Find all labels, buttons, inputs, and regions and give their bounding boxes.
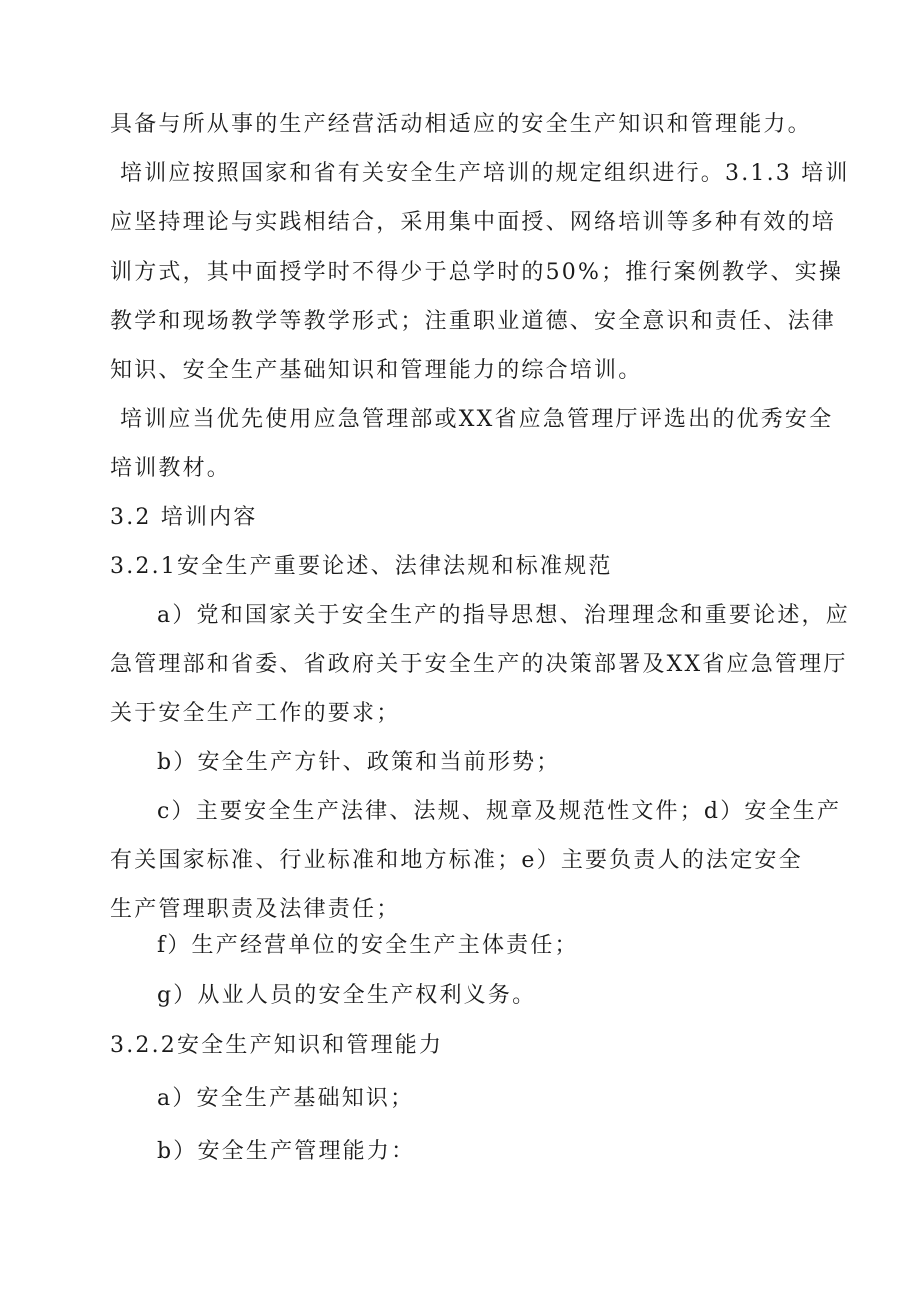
paragraph-line-1: 具备与所从事的生产经营活动相适应的安全生产知识和管理能力。: [110, 112, 812, 137]
list-item-a-cont-2: 关于安全生产工作的要求；: [110, 701, 401, 726]
paragraph-line-4: 训方式，其中面授学时不得少于总学时的50%；推行案例教学、实操: [110, 260, 844, 285]
list-item-a-cont-1: 急管理部和省委、省政府关于安全生产的决策部署及XX省应急管理厅: [110, 652, 848, 677]
paragraph-line-2: 培训应按照国家和省有关安全生产培训的规定组织进行。3.1.3 培训: [120, 161, 850, 186]
list-item-a-knowledge: a）安全生产基础知识；: [157, 1086, 415, 1111]
paragraph-line-6: 知识、安全生产基础知识和管理能力的综合培训。: [110, 358, 643, 383]
list-item-a: a）党和国家关于安全生产的指导思想、治理理念和重要论述，应: [157, 603, 850, 628]
list-item-b-management: b）安全生产管理能力：: [157, 1139, 416, 1164]
section-heading-3-2: 3.2 培训内容: [110, 505, 258, 530]
paragraph-line-3: 应坚持理论与实践相结合，采用集中面授、网络培训等多种有效的培: [110, 210, 837, 235]
list-item-c: c）主要安全生产法律、法规、规章及规范性文件；d）安全生产: [157, 799, 842, 824]
list-item-f: f）生产经营单位的安全生产主体责任；: [157, 933, 579, 958]
list-item-g: g）从业人员的安全生产权利义务。: [157, 983, 537, 1008]
section-heading-3-2-2: 3.2.2安全生产知识和管理能力: [110, 1033, 444, 1058]
paragraph-line-8: 培训教材。: [110, 456, 232, 481]
paragraph-line-5: 教学和现场教学等教学形式；注重职业道德、安全意识和责任、法律: [110, 309, 837, 334]
section-heading-3-2-1: 3.2.1安全生产重要论述、法律法规和标准规范: [110, 554, 613, 579]
list-item-e-cont: 生产管理职责及法律责任；: [110, 897, 401, 922]
list-item-d-e: 有关国家标准、行业标准和地方标准；e）主要负责人的法定安全: [110, 848, 803, 873]
list-item-b: b）安全生产方针、政策和当前形势；: [157, 750, 561, 775]
paragraph-line-7: 培训应当优先使用应急管理部或XX省应急管理厅评选出的优秀安全: [120, 407, 834, 432]
